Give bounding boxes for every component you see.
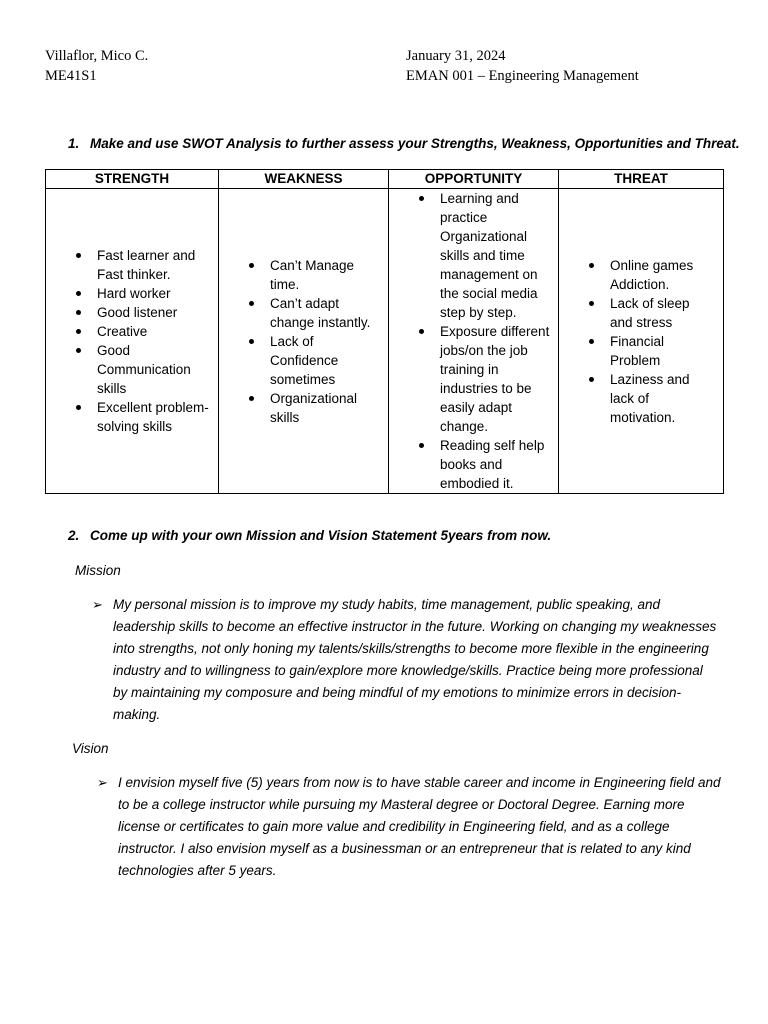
threat-cell [559,189,724,494]
student-section: ME41S1 [45,68,97,84]
header-opportunity: OPPORTUNITY [389,170,559,189]
strength-item: Good Communication skills [46,341,210,398]
question-1 [68,134,740,154]
course-title: EMAN 001 – Engineering Management [406,68,639,84]
strength-list [46,246,218,436]
mission-statement: My personal mission is to improve my study habits, time management, public speaking, and leadership skills to become an effective instructor in the future. Working on changing my weaknesses into strengths, not only honing my talents/skills/strengths to become more flexible in the engineering industry and to willingness to gain/explore more knowledge/skills. Practice being more professional by maintaining my composure and being mindful of my emotions to minimize errors in decision-making. [113,597,717,722]
header-weakness: WEAKNESS [219,170,389,189]
question-2-number: 2. [68,528,80,543]
threat-item: Online games Addiction. [559,256,715,294]
threat-item: Lack of sleep and stress [559,294,715,332]
header-threat: THREAT [559,170,724,189]
weakness-item: Lack of Confidence sometimes [219,332,380,389]
strength-item: Hard worker [46,284,210,303]
swot-body-row [46,189,724,494]
swot-table [45,169,724,494]
vision-label: Vision [72,741,109,756]
strength-item: Creative [46,322,210,341]
question-2-text: Come up with your own Mission and Vision Statement 5years from now. [90,528,552,543]
threat-list [559,256,723,427]
opportunity-item: Reading self help books and embodied it. [389,436,550,493]
weakness-cell [219,189,389,494]
weakness-list [219,256,388,427]
opportunity-item: Learning and practice Organizational skills and time management on the social media step by step. [389,189,550,322]
question-1-number: 1. [68,136,80,151]
question-1-text: Make and use SWOT Analysis to further assess your Strengths, Weakness, Opportunities and Threat. [90,136,740,151]
document-date: January 31, 2024 [406,48,506,64]
header-strength: STRENGTH [46,170,219,189]
weakness-item: Organizational skills [219,389,380,427]
threat-item: Laziness and lack of motivation. [559,370,715,427]
question-2 [68,526,551,546]
mission-label: Mission [75,563,121,578]
opportunity-list [389,189,558,493]
strength-item: Excellent problem-solving skills [46,398,210,436]
strength-item: Good listener [46,303,210,322]
arrow-bullet-icon: ➢ [97,775,108,790]
strength-item: Fast learner and Fast thinker. [46,246,210,284]
swot-header-row [46,170,724,189]
vision-statement: I envision myself five (5) years from now is to have stable career and income in Engineering field and to be a college instructor while pursuing my Masteral degree or Doctoral Degree. Earning more license or certificates to gain more value and credibility in Engineering field, and as a college instructor. I also envision myself as a businessman or an entrepreneur that is related to any kind technologies after 5 years. [118,775,721,878]
opportunity-item: Exposure different jobs/on the job training in industries to be easily adapt change. [389,322,550,436]
arrow-bullet-icon: ➢ [92,597,103,612]
threat-item: Financial Problem [559,332,715,370]
opportunity-cell [389,189,559,494]
strength-cell [46,189,219,494]
weakness-item: Can’t Manage time. [219,256,380,294]
student-name: Villaflor, Mico C. [45,48,149,64]
weakness-item: Can’t adapt change instantly. [219,294,380,332]
